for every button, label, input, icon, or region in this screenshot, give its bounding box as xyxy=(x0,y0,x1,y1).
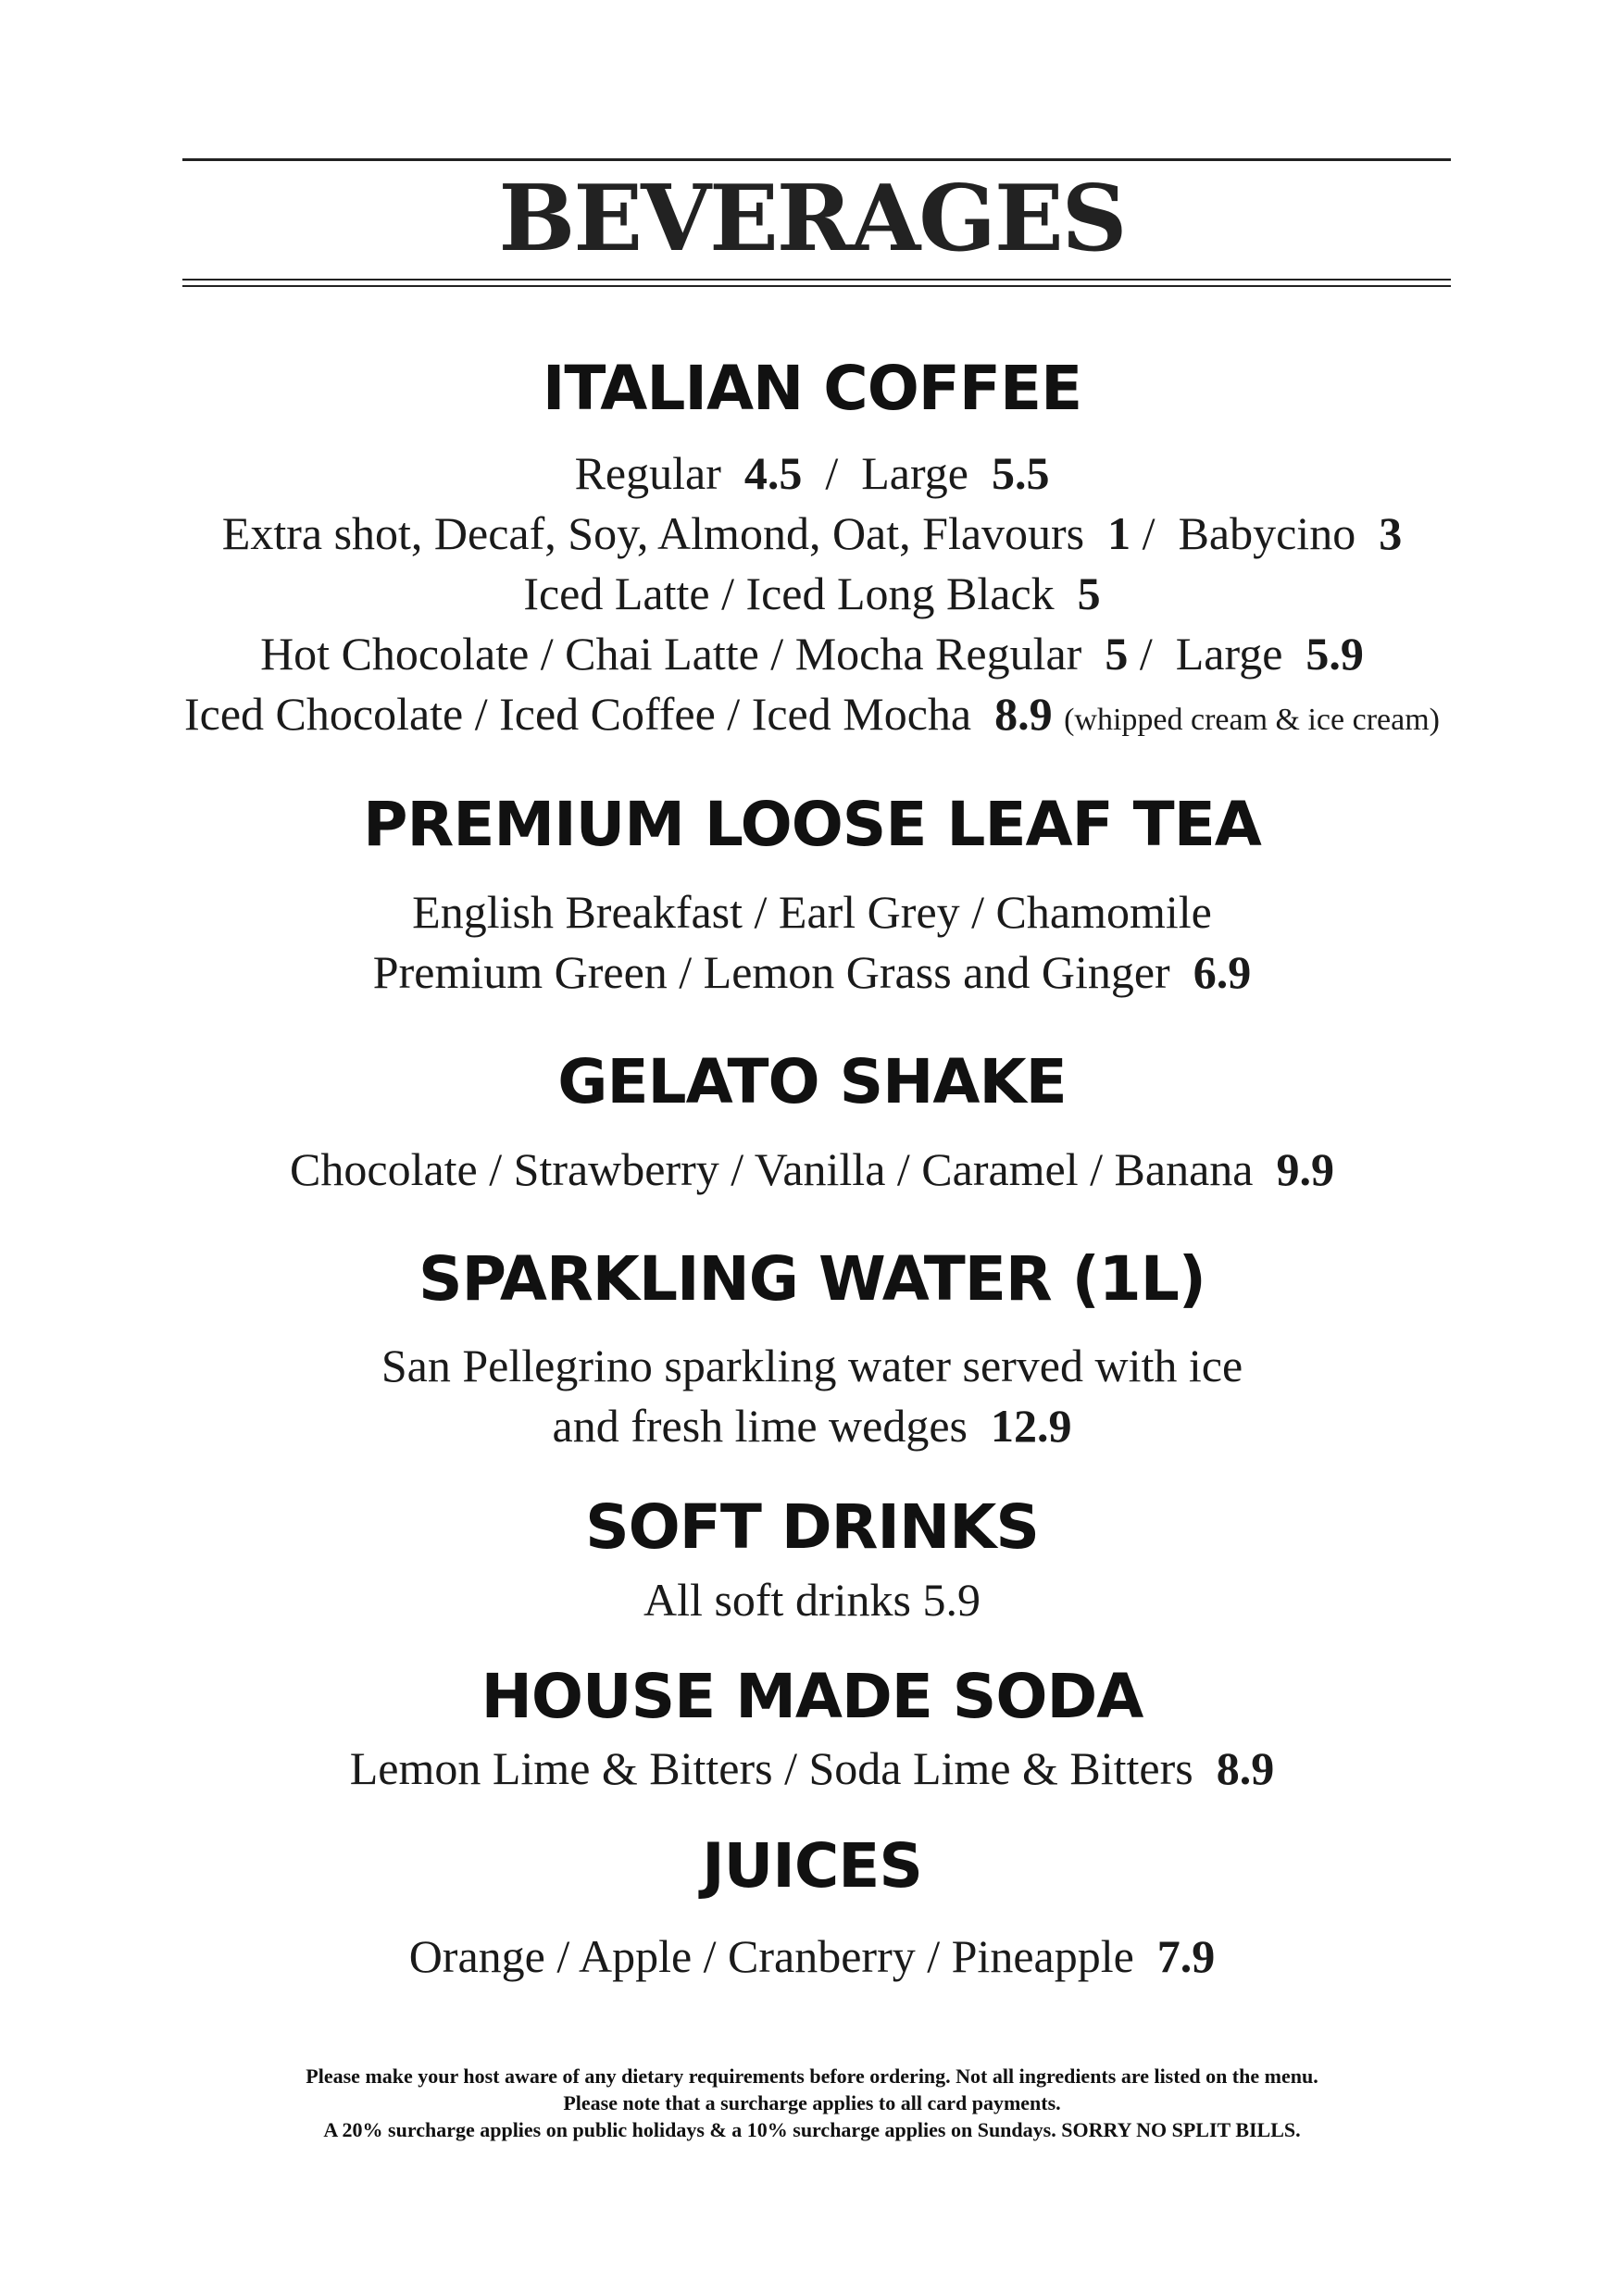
section-heading-soft-drinks: SOFT DRINKS xyxy=(585,1491,1039,1563)
section-heading-juices: JUICES xyxy=(702,1830,922,1902)
section-heading-tea: PREMIUM LOOSE LEAF TEA xyxy=(363,789,1261,860)
menu-line: Iced Chocolate / Iced Coffee / Iced Mocha 8.9 (whipped cream & ice cream) xyxy=(184,688,1440,740)
title-bottom-rule-2 xyxy=(182,285,1451,287)
menu-line: and fresh lime wedges 12.9 xyxy=(552,1400,1072,1452)
page-title: BEVERAGES xyxy=(498,166,1126,272)
footer-note: Please note that a surcharge applies to all card payments. xyxy=(563,2091,1061,2114)
section-heading-sparkling-water: SPARKLING WATER (1L) xyxy=(418,1243,1206,1315)
menu-line: All soft drinks 5.9 xyxy=(643,1574,981,1626)
menu-line: Premium Green / Lemon Grass and Ginger 6.9 xyxy=(372,946,1252,998)
footer-note: A 20% surcharge applies on public holidays & a 10% surcharge applies on Sundays. SORRY NO SPLIT BILLS. xyxy=(323,2118,1301,2141)
menu-line: Hot Chocolate / Chai Latte / Mocha Regular 5 / Large 5.9 xyxy=(260,628,1364,680)
menu-line: Iced Latte / Iced Long Black 5 xyxy=(523,568,1101,619)
menu-line: Lemon Lime & Bitters / Soda Lime & Bitters 8.9 xyxy=(349,1742,1275,1794)
menu-line: Chocolate / Strawberry / Vanilla / Caramel / Banana 9.9 xyxy=(290,1143,1334,1195)
footer-note: Please make your host aware of any dietary requirements before ordering. Not all ingredients are listed on the menu. xyxy=(306,2064,1318,2088)
menu-line: Extra shot, Decaf, Soy, Almond, Oat, Flavours 1 / Babycino 3 xyxy=(221,507,1403,559)
title-top-rule xyxy=(182,158,1451,161)
menu-line: English Breakfast / Earl Grey / Chamomile xyxy=(412,886,1212,938)
section-heading-house-made-soda: HOUSE MADE SODA xyxy=(481,1661,1143,1732)
section-heading-italian-coffee: ITALIAN COFFEE xyxy=(542,353,1082,424)
title-bottom-rule xyxy=(182,279,1451,281)
menu-line: Regular 4.5 / Large 5.5 xyxy=(574,447,1050,499)
menu-line: Orange / Apple / Cranberry / Pineapple 7.9 xyxy=(408,1930,1216,1982)
section-heading-gelato-shake: GELATO SHAKE xyxy=(557,1046,1067,1117)
menu-line: San Pellegrino sparkling water served with ice xyxy=(381,1340,1243,1391)
